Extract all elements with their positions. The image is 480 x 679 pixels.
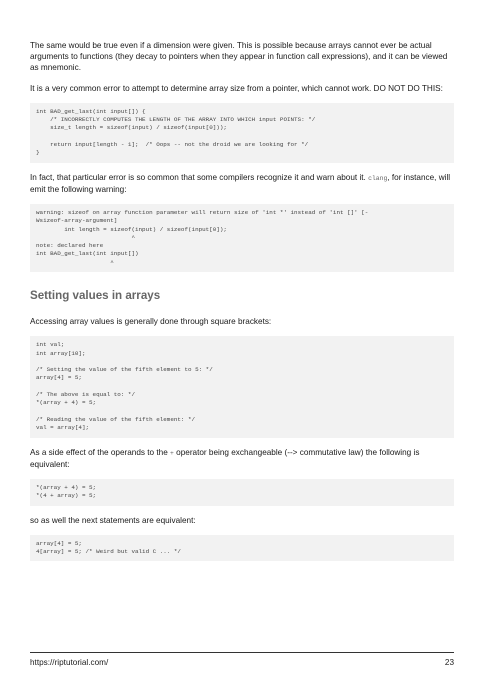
paragraph-commutative <box>30 447 454 470</box>
paragraph-array-decay: The same would be true even if a dimension were given. This is possible because arrays cannot ever be actual arguments to functions (they decay to pointers when they appear in function call expressions), and it can be viewed as mnemonic. <box>30 41 448 73</box>
code-block-bad-get-last: int BAD_get_last(int input[]) { /* INCORRECTLY COMPUTES THE LENGTH OF THE ARRAY INTO WHICH input POINTS: */ size_t length = sizeof(input) / sizeof(input[0])); return input[length - 1]; /* Oops -- not the droid we are looking for */ } <box>30 103 454 163</box>
text-segment: , for instance, will emit the following warning: <box>30 172 451 194</box>
inline-code-clang: clang <box>368 174 388 182</box>
section-heading: Setting values in arrays <box>30 289 161 303</box>
code-block-pointer-equivalent: *(array + 4) = 5; *(4 + array) = 5; <box>30 479 454 506</box>
paragraph-common-error: It is a very common error to attempt to determine array size from a pointer, which cannot work. DO NOT DO THIS: <box>30 83 443 93</box>
page-footer <box>30 652 454 667</box>
paragraph-equivalent-statements: so as well the next statements are equivalent: <box>30 515 196 525</box>
paragraph-accessing-values: Accessing array values is generally done through square brackets: <box>30 317 272 327</box>
code-block-warning-output: warning: sizeof on array function parameter will return size of 'int *' instead of 'int []' [- Wsizeof-array-argument] int length = sizeof(input) / sizeof(input[0]); ^ note: declared here int BAD_get_last(int input[]) ^ <box>30 204 454 272</box>
footer-url-link[interactable]: https://riptutorial.com/ <box>30 658 109 667</box>
text-segment: In fact, that particular error is so common that some compilers recognize it and warn about it. <box>30 172 369 182</box>
inline-code-plus: + <box>170 449 174 457</box>
text-segment: As a side effect of the operands to the <box>30 447 171 457</box>
page-content <box>30 40 454 570</box>
text-segment: operator being exchangeable (--> commutative law) the following is equivalent: <box>30 447 420 469</box>
page-number: 23 <box>444 658 454 667</box>
paragraph-compiler-warning <box>30 172 454 195</box>
code-block-setting-values: int val; int array[10]; /* Setting the value of the fifth element to 5: */ array[4] = 5; /* The above is equal to: */ *(array + 4) = 5; /* Reading the value of the fifth element: */ val = array[4]; <box>30 336 454 437</box>
code-block-index-equivalent: array[4] = 5; 4[array] = 5; /* Weird but valid C ... */ <box>30 535 454 562</box>
